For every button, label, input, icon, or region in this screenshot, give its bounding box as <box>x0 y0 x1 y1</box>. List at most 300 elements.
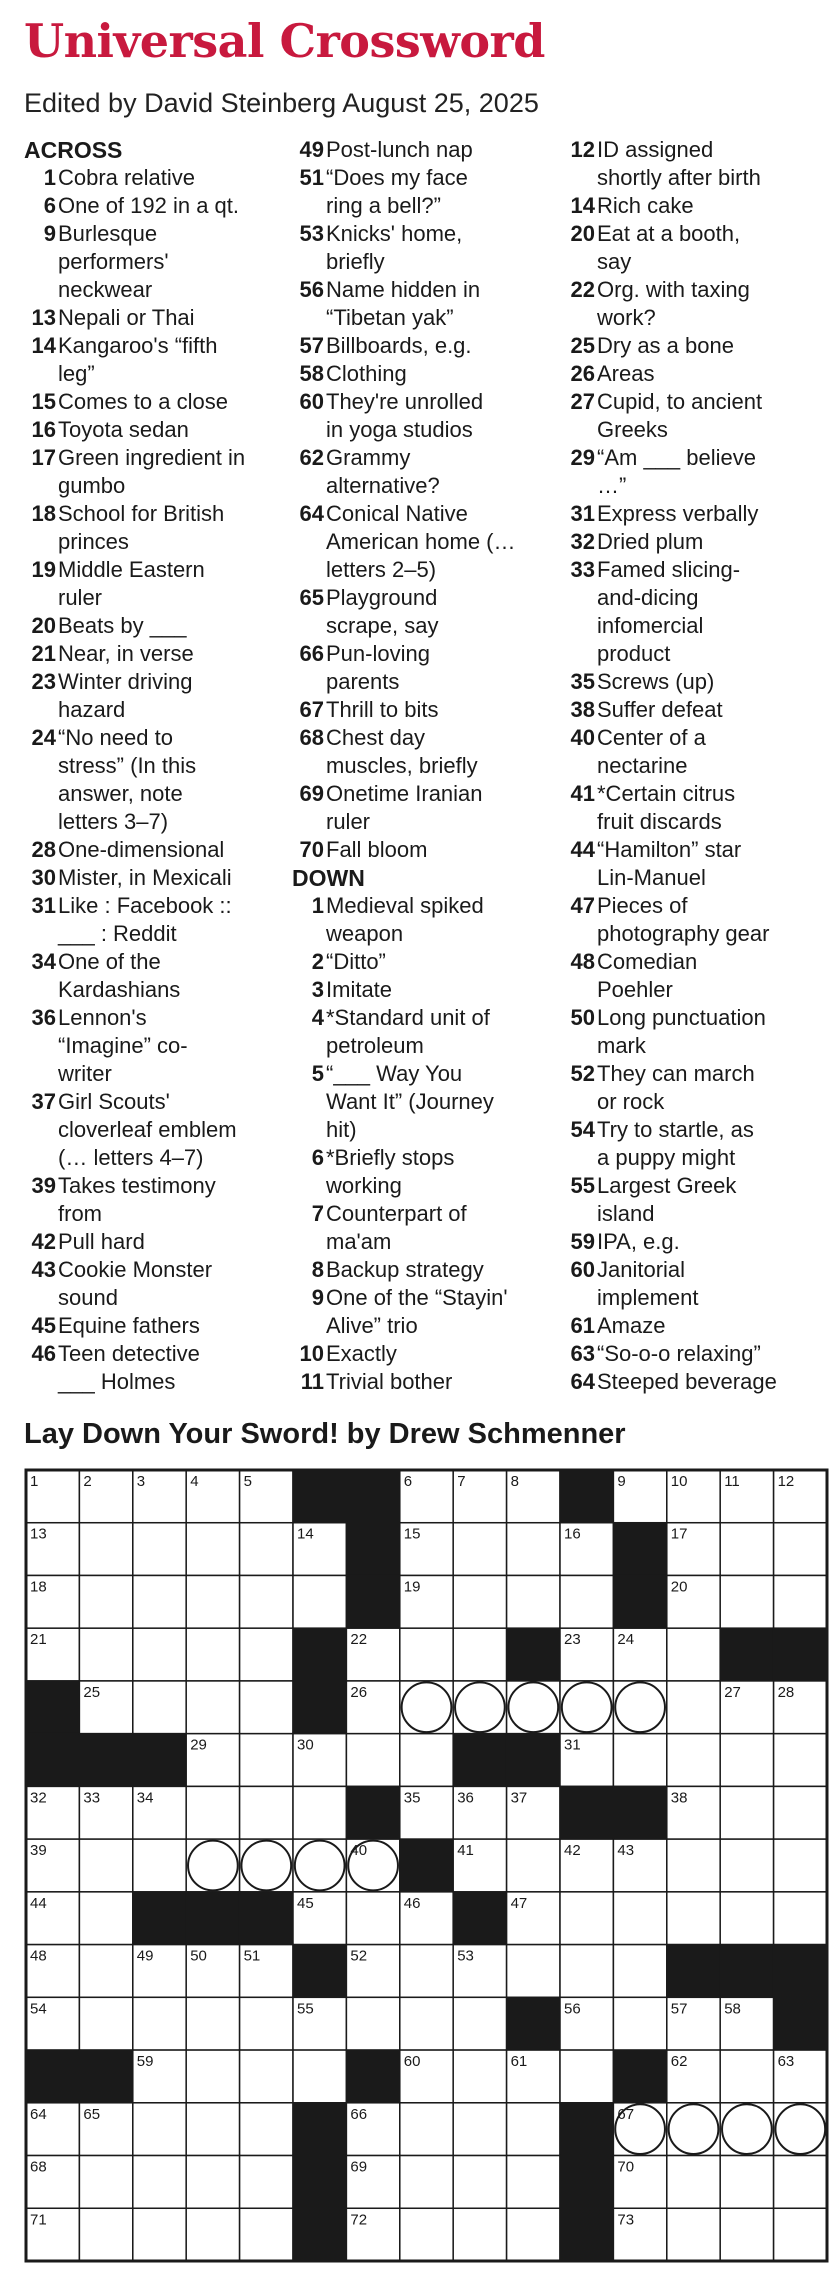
clue-line: nectarine <box>597 753 688 778</box>
cell-number: 39 <box>30 1842 47 1860</box>
grid-cell[interactable] <box>560 1681 613 1734</box>
clue-line: fruit discards <box>597 809 722 834</box>
cell-number: 27 <box>724 1683 741 1701</box>
clue-line: photography gear <box>597 921 770 946</box>
clue-number: 48 <box>570 949 595 974</box>
clue-line: briefly <box>326 249 385 274</box>
clue-down-48[interactable] <box>563 948 833 1004</box>
grid-cell[interactable] <box>79 1628 132 1681</box>
section-header: ACROSS <box>24 137 123 163</box>
clue-line: Toyota sedan <box>58 417 189 442</box>
grid-cell[interactable] <box>133 1575 186 1628</box>
grid-cell[interactable] <box>720 1839 773 1892</box>
clue-line: Greeks <box>597 417 668 442</box>
clue-line: Pull hard <box>58 1229 145 1254</box>
grid-cell[interactable] <box>507 1681 560 1734</box>
clue-down-14[interactable] <box>563 192 833 220</box>
clue-number: 37 <box>31 1089 56 1114</box>
grid-cell[interactable] <box>79 1523 132 1576</box>
grid-cell[interactable] <box>240 1997 293 2050</box>
clue-line: say <box>597 249 632 274</box>
cell-number: 24 <box>617 1631 635 1649</box>
clue-across-15[interactable] <box>24 388 286 416</box>
clue-down-29[interactable] <box>563 444 833 500</box>
clue-line: Famed slicing- <box>597 557 741 582</box>
clue-number: 57 <box>299 333 324 358</box>
clue-down-63[interactable] <box>563 1340 833 1368</box>
cell-number: 30 <box>297 1736 314 1754</box>
clue-line: letters 2–5) <box>326 557 437 582</box>
clue-across-37[interactable] <box>24 1088 286 1172</box>
grid-cell[interactable] <box>186 1786 239 1839</box>
grid-cell[interactable] <box>720 1892 773 1945</box>
black-cell <box>507 1628 560 1681</box>
grid-cell[interactable] <box>720 1523 773 1576</box>
grid-cell[interactable] <box>400 2156 453 2209</box>
clue-line: “Tibetan yak” <box>326 305 454 330</box>
clue-across-51[interactable] <box>292 164 556 220</box>
clue-across-9[interactable] <box>24 220 286 304</box>
clue-down-9[interactable] <box>292 1284 556 1340</box>
grid-cell[interactable] <box>667 1628 720 1681</box>
clue-down-33[interactable] <box>563 556 833 668</box>
clue-across-31[interactable] <box>24 892 286 948</box>
grid-cell[interactable] <box>667 2103 720 2156</box>
grid-cell[interactable] <box>667 1734 720 1787</box>
grid-cell[interactable] <box>774 2208 827 2261</box>
clue-down-3[interactable] <box>292 976 556 1004</box>
grid-cell[interactable] <box>774 2156 827 2209</box>
grid-cell[interactable] <box>133 2156 186 2209</box>
black-cell <box>26 1734 79 1787</box>
grid-cell[interactable] <box>613 1945 666 1998</box>
grid-cell[interactable] <box>774 1523 827 1576</box>
cell-number: 72 <box>350 2211 368 2229</box>
grid-cell[interactable] <box>613 1997 666 2050</box>
clue-across-65[interactable] <box>292 584 556 640</box>
clue-text <box>58 1340 286 1396</box>
black-cell <box>293 2103 346 2156</box>
clue-down-60[interactable] <box>563 1256 833 1312</box>
clue-text <box>597 192 833 220</box>
cell-number: 41 <box>457 1842 474 1860</box>
clue-across-34[interactable] <box>24 948 286 1004</box>
cell-number: 28 <box>777 1683 795 1701</box>
clue-across-70[interactable] <box>292 836 556 864</box>
grid-cell[interactable] <box>240 1786 293 1839</box>
clue-down-5[interactable] <box>292 1060 556 1144</box>
clue-line: They can march <box>597 1061 755 1086</box>
clue-line: “Does my face <box>326 165 468 190</box>
clue-line: island <box>597 1201 655 1226</box>
clue-across-21[interactable] <box>24 640 286 668</box>
clue-down-41[interactable] <box>563 780 833 836</box>
grid-cell[interactable] <box>186 1997 239 2050</box>
grid-cell[interactable] <box>453 1997 506 2050</box>
clue-line: Chest day <box>326 725 426 750</box>
clue-down-4[interactable] <box>292 1004 556 1060</box>
cell-number: 22 <box>350 1631 368 1649</box>
grid-cell[interactable] <box>240 2050 293 2103</box>
clue-across-30[interactable] <box>24 864 286 892</box>
clue-number: 41 <box>570 781 595 806</box>
clue-down-44[interactable] <box>563 836 833 892</box>
grid-cell[interactable] <box>133 2103 186 2156</box>
clue-across-53[interactable] <box>292 220 556 276</box>
grid-cell[interactable] <box>240 2156 293 2209</box>
cell-number: 59 <box>136 2053 154 2071</box>
clue-number: 19 <box>31 557 56 582</box>
clue-number: 11 <box>300 1369 324 1394</box>
clue-across-66[interactable] <box>292 640 556 696</box>
grid-cell[interactable] <box>240 2208 293 2261</box>
clue-across-67[interactable] <box>292 696 556 724</box>
clue-line: Want It” (Journey <box>326 1089 494 1114</box>
grid-cell[interactable] <box>453 2050 506 2103</box>
clue-line: Pun-loving <box>326 641 430 666</box>
clue-down-35[interactable] <box>563 668 833 696</box>
grid-cell[interactable] <box>453 1628 506 1681</box>
clue-text <box>58 892 286 948</box>
clue-across-46[interactable] <box>24 1340 286 1396</box>
clue-down-27[interactable] <box>563 388 833 444</box>
grid-cell[interactable] <box>774 1892 827 1945</box>
cell-number: 1 <box>30 1473 39 1490</box>
cell-number: 58 <box>724 2000 741 2018</box>
clue-number: 60 <box>570 1257 595 1282</box>
clue-number: 15 <box>31 389 56 414</box>
grid-cell[interactable] <box>240 1681 293 1734</box>
grid-cell[interactable] <box>400 2103 453 2156</box>
grid-cell[interactable] <box>186 2103 239 2156</box>
grid-cell[interactable] <box>79 1997 132 2050</box>
cell-number: 68 <box>30 2158 47 2176</box>
grid-cell[interactable] <box>79 2208 132 2261</box>
clue-number: 32 <box>570 529 595 554</box>
clue-text <box>58 192 286 220</box>
clue-down-61[interactable] <box>563 1312 833 1340</box>
grid-cell[interactable] <box>400 1997 453 2050</box>
grid-cell[interactable] <box>186 1575 239 1628</box>
clue-number: 18 <box>31 501 56 526</box>
black-cell <box>79 2050 132 2103</box>
clue-across-18[interactable] <box>24 500 286 556</box>
grid-cell[interactable] <box>720 1734 773 1787</box>
clue-line: Clothing <box>326 361 407 386</box>
grid-cell[interactable] <box>79 1892 132 1945</box>
clue-number: 2 <box>311 949 324 974</box>
grid-cell[interactable] <box>774 1734 827 1787</box>
grid-cell[interactable] <box>133 2208 186 2261</box>
clue-across-69[interactable] <box>292 780 556 836</box>
clue-down-8[interactable] <box>292 1256 556 1284</box>
cell-number: 46 <box>403 1894 421 1912</box>
clue-across-58[interactable] <box>292 360 556 388</box>
clue-number: 8 <box>311 1257 324 1282</box>
clue-down-22[interactable] <box>563 276 833 332</box>
clue-down-50[interactable] <box>563 1004 833 1060</box>
grid-cell[interactable] <box>240 1523 293 1576</box>
grid-cell[interactable] <box>720 1786 773 1839</box>
grid-cell[interactable] <box>453 1575 506 1628</box>
grid-cell[interactable] <box>293 2050 346 2103</box>
grid-cell[interactable] <box>400 2208 453 2261</box>
grid-cell[interactable] <box>79 1839 132 1892</box>
clue-line: One of the <box>58 949 161 974</box>
clue-across-62[interactable] <box>292 444 556 500</box>
clue-across-13[interactable] <box>24 304 286 332</box>
grid-cell[interactable] <box>453 1681 506 1734</box>
clue-number: 6 <box>311 1145 324 1170</box>
clue-line: from <box>58 1201 102 1226</box>
clue-across-68[interactable] <box>292 724 556 780</box>
clue-across-20[interactable] <box>24 612 286 640</box>
grid-cell[interactable] <box>293 1575 346 1628</box>
clue-down-26[interactable] <box>563 360 833 388</box>
clue-across-42[interactable] <box>24 1228 286 1256</box>
grid-cell[interactable] <box>507 2103 560 2156</box>
grid-cell[interactable] <box>240 1839 293 1892</box>
grid-cell[interactable] <box>400 1681 453 1734</box>
clue-across-14[interactable] <box>24 332 286 388</box>
black-cell <box>293 1470 346 1523</box>
grid-cell[interactable] <box>507 2208 560 2261</box>
clue-line: implement <box>597 1285 699 1310</box>
clue-across-24[interactable] <box>24 724 286 836</box>
grid-cell[interactable] <box>507 1839 560 1892</box>
grid-cell[interactable] <box>186 2208 239 2261</box>
cell-number: 18 <box>30 1578 47 1596</box>
grid-cell[interactable] <box>79 1945 132 1998</box>
black-cell <box>293 1681 346 1734</box>
clue-across-57[interactable] <box>292 332 556 360</box>
clue-across-43[interactable] <box>24 1256 286 1312</box>
clue-line: Try to startle, as <box>597 1117 754 1142</box>
grid-cell[interactable] <box>560 1575 613 1628</box>
clue-across-23[interactable] <box>24 668 286 724</box>
grid-cell[interactable] <box>293 1786 346 1839</box>
grid-cell[interactable] <box>79 2156 132 2209</box>
clue-down-40[interactable] <box>563 724 833 780</box>
grid-cell[interactable] <box>720 1575 773 1628</box>
grid-cell[interactable] <box>240 2103 293 2156</box>
clue-down-2[interactable] <box>292 948 556 976</box>
clue-down-12[interactable] <box>563 136 833 192</box>
grid-cell[interactable] <box>667 1681 720 1734</box>
clue-line: Burlesque <box>58 221 158 246</box>
grid-cell[interactable] <box>79 1575 132 1628</box>
clue-across-16[interactable] <box>24 416 286 444</box>
clue-text <box>597 136 833 192</box>
grid-cell[interactable] <box>133 1839 186 1892</box>
black-cell <box>133 1892 186 1945</box>
grid-cell[interactable] <box>667 2208 720 2261</box>
grid-cell[interactable] <box>720 2103 773 2156</box>
grid-cell[interactable] <box>507 2156 560 2209</box>
clue-across-64[interactable] <box>292 500 556 584</box>
black-cell <box>453 1892 506 1945</box>
grid-cell[interactable] <box>400 1734 453 1787</box>
clue-across-36[interactable] <box>24 1004 286 1088</box>
grid-cell[interactable] <box>507 1575 560 1628</box>
clue-number: 62 <box>299 445 324 470</box>
clue-across-17[interactable] <box>24 444 286 500</box>
black-cell <box>507 1997 560 2050</box>
clue-text <box>58 640 286 668</box>
cell-number: 11 <box>724 1473 740 1490</box>
clue-down-64[interactable] <box>563 1368 833 1396</box>
black-cell <box>346 1786 399 1839</box>
grid-cell[interactable] <box>774 2103 827 2156</box>
grid-cell[interactable] <box>774 1575 827 1628</box>
clue-down-11[interactable] <box>292 1368 556 1396</box>
grid-cell[interactable] <box>507 1523 560 1576</box>
clue-line: alternative? <box>326 473 440 498</box>
clue-across-19[interactable] <box>24 556 286 612</box>
grid-cell[interactable] <box>186 1839 239 1892</box>
clue-line: Dried plum <box>597 529 704 554</box>
clue-number: 46 <box>31 1341 56 1366</box>
grid-cell[interactable] <box>560 1892 613 1945</box>
cell-number: 67 <box>617 2105 635 2123</box>
clue-line: hit) <box>326 1117 357 1142</box>
grid-cell[interactable] <box>720 2050 773 2103</box>
clue-down-38[interactable] <box>563 696 833 724</box>
grid-cell[interactable] <box>613 1681 666 1734</box>
grid-cell[interactable] <box>133 1523 186 1576</box>
clue-down-10[interactable] <box>292 1340 556 1368</box>
black-cell <box>560 2103 613 2156</box>
clue-line: cloverleaf emblem <box>58 1117 237 1142</box>
grid-cell[interactable] <box>346 1734 399 1787</box>
clue-down-59[interactable] <box>563 1228 833 1256</box>
clue-number: 10 <box>299 1341 324 1366</box>
grid-cell[interactable] <box>240 1628 293 1681</box>
clue-down-25[interactable] <box>563 332 833 360</box>
cell-number: 52 <box>350 1947 368 1965</box>
clue-line: writer <box>58 1061 112 1086</box>
clue-line: neckwear <box>58 277 153 302</box>
clue-across-6[interactable] <box>24 192 286 220</box>
clue-text <box>326 500 556 584</box>
clue-down-32[interactable] <box>563 528 833 556</box>
grid-cell[interactable] <box>613 1734 666 1787</box>
clue-across-1[interactable] <box>24 164 286 192</box>
grid-cell[interactable] <box>186 2050 239 2103</box>
clue-text <box>326 164 556 220</box>
grid-cell[interactable] <box>186 2156 239 2209</box>
grid-cell[interactable] <box>346 1997 399 2050</box>
clue-across-56[interactable] <box>292 276 556 332</box>
grid-cell[interactable] <box>453 2208 506 2261</box>
grid-cell[interactable] <box>133 1681 186 1734</box>
grid-cell[interactable] <box>667 1892 720 1945</box>
clue-across-28[interactable] <box>24 836 286 864</box>
cell-number: 17 <box>670 1525 688 1543</box>
clue-line: One-dimensional <box>58 837 225 862</box>
clue-column-1 <box>24 136 286 1396</box>
grid-cell[interactable] <box>293 1839 346 1892</box>
grid-cell[interactable] <box>774 1786 827 1839</box>
grid-cell[interactable] <box>667 2156 720 2209</box>
grid-cell[interactable] <box>400 1945 453 1998</box>
grid-cell[interactable] <box>507 1945 560 1998</box>
clue-across-49[interactable] <box>292 136 556 164</box>
grid-cell[interactable] <box>453 2103 506 2156</box>
cell-number: 36 <box>457 1789 474 1807</box>
grid-cell[interactable] <box>720 2208 773 2261</box>
grid-cell[interactable] <box>133 1628 186 1681</box>
grid-cell[interactable] <box>613 1892 666 1945</box>
grid-cell[interactable] <box>453 2156 506 2209</box>
grid-cell[interactable] <box>560 2050 613 2103</box>
clue-text <box>58 416 286 444</box>
clue-line: Long punctuation <box>597 1005 766 1030</box>
grid-cell[interactable] <box>186 1628 239 1681</box>
clue-text <box>326 136 556 164</box>
clue-line: Post-lunch nap <box>326 137 473 162</box>
grid-cell[interactable] <box>720 2156 773 2209</box>
clue-down-52[interactable] <box>563 1060 833 1116</box>
clue-line: Middle Eastern <box>58 557 205 582</box>
clue-across-60[interactable] <box>292 388 556 444</box>
clue-number: 47 <box>570 893 595 918</box>
clue-line: Grammy <box>326 445 411 470</box>
grid-cell[interactable] <box>240 1734 293 1787</box>
grid-cell[interactable] <box>453 1523 506 1576</box>
clue-line: “___ Way You <box>326 1061 463 1086</box>
clue-line: Thrill to bits <box>326 697 439 722</box>
grid-cell[interactable] <box>346 1892 399 1945</box>
clue-down-6[interactable] <box>292 1144 556 1200</box>
clue-down-1[interactable] <box>292 892 556 948</box>
clue-line: Mister, in Mexicali <box>58 865 232 890</box>
black-cell <box>453 1734 506 1787</box>
clue-down-31[interactable] <box>563 500 833 528</box>
clue-text <box>326 444 556 500</box>
clue-text <box>58 1256 286 1312</box>
clue-down-47[interactable] <box>563 892 833 948</box>
clue-across-45[interactable] <box>24 1312 286 1340</box>
cell-number: 4 <box>190 1473 199 1490</box>
grid-cell[interactable] <box>400 1628 453 1681</box>
clue-number: 53 <box>299 221 324 246</box>
clue-line: sound <box>58 1285 118 1310</box>
grid-cell[interactable] <box>133 1997 186 2050</box>
clue-text <box>597 1116 833 1172</box>
cell-number: 73 <box>617 2211 635 2229</box>
clue-line: Areas <box>597 361 655 386</box>
clue-down-7[interactable] <box>292 1200 556 1256</box>
grid-cell[interactable] <box>186 1681 239 1734</box>
grid-cell[interactable] <box>560 1945 613 1998</box>
clue-number: 61 <box>570 1313 595 1338</box>
clue-down-54[interactable] <box>563 1116 833 1172</box>
clue-down-55[interactable] <box>563 1172 833 1228</box>
grid-cell[interactable] <box>774 1839 827 1892</box>
grid-cell[interactable] <box>240 1575 293 1628</box>
black-cell <box>613 1786 666 1839</box>
clue-down-20[interactable] <box>563 220 833 276</box>
clue-line: Fall bloom <box>326 837 428 862</box>
cell-number: 50 <box>190 1947 207 1965</box>
clue-number: 63 <box>570 1341 595 1366</box>
grid-cell[interactable] <box>667 1839 720 1892</box>
crossword-grid[interactable] <box>24 1468 829 2263</box>
grid-cell[interactable] <box>186 1523 239 1576</box>
clue-across-39[interactable] <box>24 1172 286 1228</box>
section-header: DOWN <box>292 865 365 891</box>
